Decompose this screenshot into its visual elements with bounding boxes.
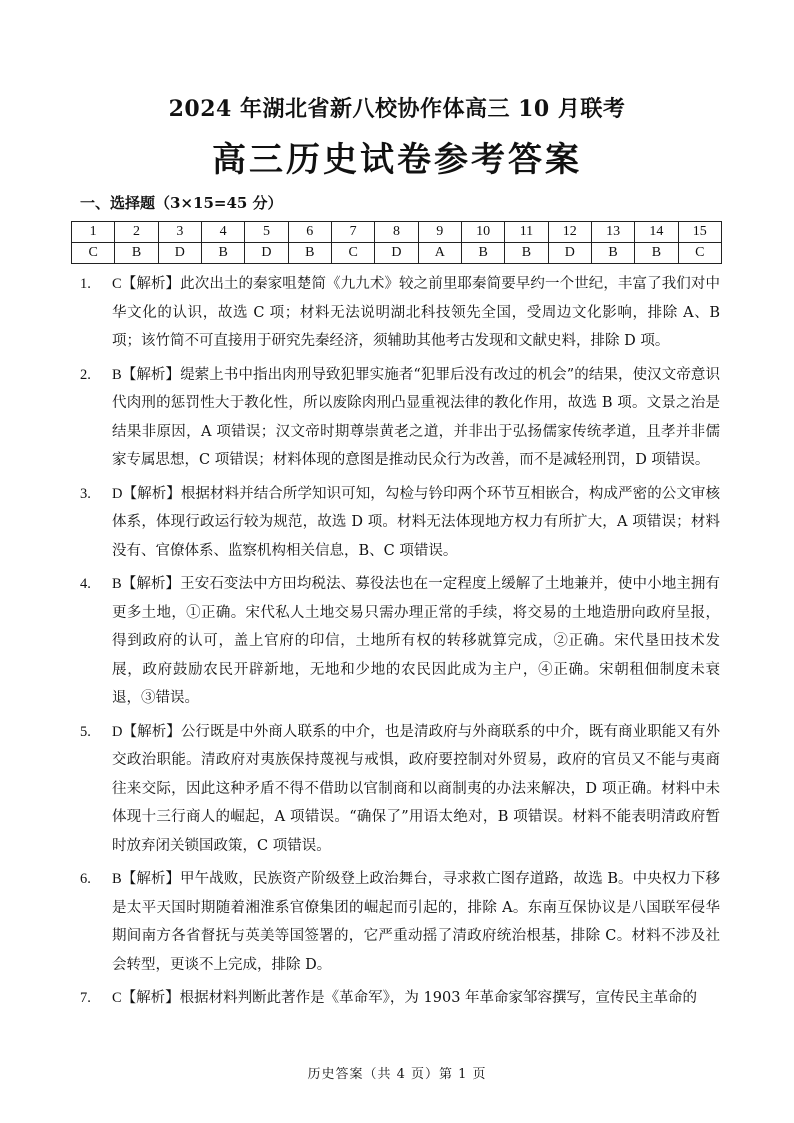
item-explanation: 【解析】此次出土的秦家咀楚简《九九术》较之前里耶秦简要早约一个世纪，丰富了我们对中华文化的认识，故选 C 项；材料无法说明湖北科技领先全国，受周边文化影响，排除 A、B 项；该竹简不可直接用于研究先秦经济，须辅助其他考古发现和文献史料，排除 D 项。 xyxy=(112,276,720,349)
item-number: 5. xyxy=(80,723,91,740)
item-number: 7. xyxy=(80,990,91,1006)
explanation-item xyxy=(80,270,720,356)
item-text xyxy=(112,865,720,979)
question-number-cell: 1 xyxy=(72,222,115,243)
item-explanation: 【解析】甲午战败，民族资产阶级登上政治舞台，寻求救亡图存道路，故选 B。中央权力下移是太平天国时期随着湘淮系官僚集团的崛起而引起的，排除 A。东南互保协议是八国联军侵华期间南方各省督抚与英美等国签署的，它严重动摇了清政府统治根基，排除 C。材料不涉及社会转型，更谈不上完成，排除 D。 xyxy=(112,871,720,973)
answer-cell: D xyxy=(158,243,201,264)
answer-cell: C xyxy=(72,243,115,264)
answer-cell: B xyxy=(591,243,634,264)
explanation-list xyxy=(80,270,720,1018)
question-number-cell: 2 xyxy=(115,222,158,243)
answer-cell: B xyxy=(201,243,244,264)
answer-table xyxy=(71,221,722,264)
item-number: 3. xyxy=(80,485,91,502)
answer-table-answers-row xyxy=(72,243,722,264)
answer-cell: D xyxy=(375,243,418,264)
answer-cell: B xyxy=(635,243,678,264)
question-number-cell: 3 xyxy=(158,222,201,243)
item-text xyxy=(112,270,720,356)
item-explanation: 【解析】根据材料并结合所学知识可知，勾检与钤印两个环节互相嵌合，构成严密的公文审核体系，体现行政运行较为规范，故选 D 项。材料无法体现地方权力有所扩大，A 项错误；材料没有、官僚体系、监察机构相关信息，B、C 项错误。 xyxy=(112,485,720,559)
exam-subtitle: 2024 年湖北省新八校协作体高三 10 月联考 xyxy=(168,96,626,122)
answer-cell: D xyxy=(245,243,288,264)
item-text xyxy=(112,570,720,713)
explanation-item xyxy=(80,361,720,475)
item-text xyxy=(112,984,720,1013)
item-number: 6. xyxy=(80,871,91,887)
section-heading: 一、选择题（3×15=45 分） xyxy=(80,194,283,212)
question-number-cell: 12 xyxy=(548,222,591,243)
answer-cell: D xyxy=(548,243,591,264)
explanation-item xyxy=(80,480,720,566)
page-footer: 历史答案（共 4 页）第 1 页 xyxy=(307,1067,487,1082)
item-number: 4. xyxy=(80,576,91,592)
answer-table-numbers-row xyxy=(72,222,722,243)
answer-cell: B xyxy=(461,243,504,264)
question-number-cell: 9 xyxy=(418,222,461,243)
question-number-cell: 13 xyxy=(591,222,634,243)
question-number-cell: 14 xyxy=(635,222,678,243)
item-number: 2. xyxy=(80,366,91,383)
item-explanation: 【解析】根据材料判断此著作是《革命军》，为 1903 年革命家邹容撰写，宣传民主革命的 xyxy=(121,990,698,1006)
explanation-item xyxy=(80,718,720,861)
question-number-cell: 6 xyxy=(288,222,331,243)
item-answer: D xyxy=(112,485,123,502)
question-number-cell: 8 xyxy=(375,222,418,243)
item-text xyxy=(112,480,720,566)
question-number-cell: 15 xyxy=(678,222,721,243)
question-number-cell: 7 xyxy=(331,222,374,243)
question-number-cell: 4 xyxy=(201,222,244,243)
item-explanation: 【解析】缇萦上书中指出肉刑导致犯罪实施者“犯罪后没有改过的机会”的结果，使汉文帝意识代肉刑的惩罚性大于教化性，所以废除肉刑凸显重视法律的教化作用，故选 B 项。文景之治是结果非原因，A 项错误；汉文帝时期尊崇黄老之道，并非出于弘扬儒家传统孝道，且孝并非儒家专属思想，C 项错误；材料体现的意图是推动民众行为改善，而不是减轻刑罚，D 项错误。 xyxy=(112,366,720,468)
answer-cell: B xyxy=(505,243,548,264)
item-text xyxy=(112,718,720,861)
page-title: 高三历史试卷参考答案 xyxy=(212,140,582,180)
explanation-item xyxy=(80,570,720,713)
answer-cell: C xyxy=(678,243,721,264)
answer-cell: C xyxy=(331,243,374,264)
item-explanation: 【解析】公行既是中外商人联系的中介，也是清政府与外商联系的中介，既有商业职能又有外交政治职能。清政府对夷族保持蔑视与戒惧，政府要控制对外贸易，政府的官员又不能与夷商往来交际，因此这种矛盾不得不借助以官制商和以商制夷的办法来解决，D 项正确。材料中未体现十三行商人的崛起，A 项错误。“确保了”用语太绝对，B 项错误。材料不能表明清政府暂时放弃闭关锁国政策，C 项错误。 xyxy=(112,723,720,854)
item-answer: D xyxy=(112,723,123,740)
answer-cell: B xyxy=(288,243,331,264)
item-explanation: 【解析】王安石变法中方田均税法、募役法也在一定程度上缓解了土地兼并，使中小地主拥有更多土地，①正确。宋代私人土地交易只需办理正常的手续，将交易的土地造册向政府呈报，得到政府的认可，盖上官府的印信，土地所有权的转移就算完成，②正确。宋代垦田技术发展，政府鼓励农民开辟新地，无地和少地的农民因此成为主户，④正确。宋朝租佃制度未衰退，③错误。 xyxy=(112,576,720,706)
item-text xyxy=(112,361,720,475)
item-number: 1. xyxy=(80,276,91,292)
explanation-item xyxy=(80,984,720,1013)
item-answer: B xyxy=(112,576,122,592)
question-number-cell: 11 xyxy=(505,222,548,243)
explanation-item xyxy=(80,865,720,979)
answer-cell: B xyxy=(115,243,158,264)
answer-cell: A xyxy=(418,243,461,264)
item-answer: B xyxy=(112,871,122,887)
question-number-cell: 5 xyxy=(245,222,288,243)
item-answer: C xyxy=(112,276,122,292)
item-answer: B xyxy=(112,366,122,383)
question-number-cell: 10 xyxy=(461,222,504,243)
item-answer: C xyxy=(112,990,122,1006)
